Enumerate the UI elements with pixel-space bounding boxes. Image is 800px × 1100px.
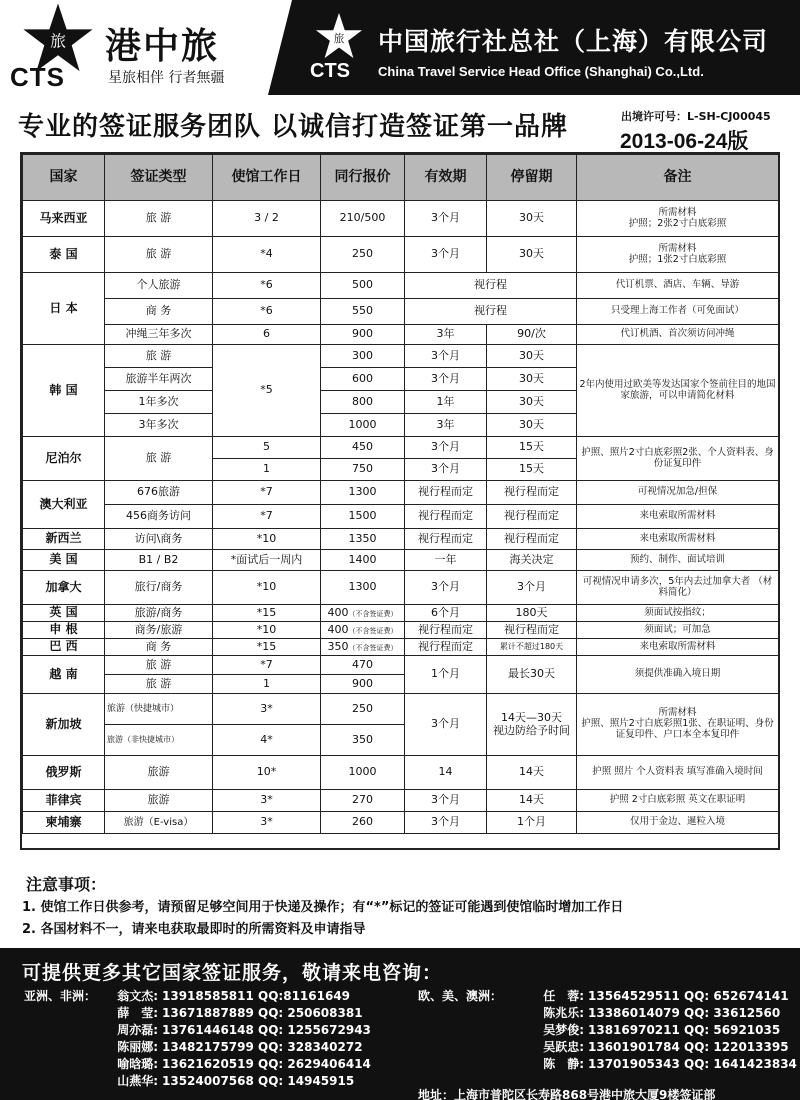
region-label: 欧、美、澳洲： (418, 989, 503, 1003)
contact-row (24, 1005, 371, 1022)
stay-cell: 视行程而定 (487, 481, 577, 505)
days-cell: *10 (213, 571, 321, 605)
cts-star-logo-white-icon (315, 12, 363, 60)
validity-cell: 一年 (405, 550, 487, 571)
stay-cell: 1个月 (487, 812, 577, 834)
country-cell: 马来西亚 (23, 201, 105, 237)
country-cell: 澳大利亚 (23, 481, 105, 529)
price-cell: 1400 (321, 550, 405, 571)
stay-cell: 海关决定 (487, 550, 577, 571)
validity-cell: 3个月 (405, 345, 487, 368)
stay-cell: 30天 (487, 414, 577, 437)
contact-row (24, 1056, 371, 1073)
country-cell: 越 南 (23, 656, 105, 694)
table-row (23, 571, 779, 605)
country-cell: 英 国 (23, 605, 105, 622)
note-item: 2. 各国材料不一，请来电获取最即时的所需资料及申请指导 (22, 922, 366, 937)
contact-row (418, 1056, 797, 1073)
price-note: （不含签证费） (348, 643, 398, 652)
price-cell: 750 (321, 459, 405, 481)
contact-info[interactable]: 13564529511 QQ: 652674141 (588, 989, 789, 1003)
footer-title: 可提供更多其它国家签证服务，敬请来电咨询： (22, 962, 443, 984)
days-cell: *5 (213, 345, 321, 437)
contact-info[interactable]: 13761446148 QQ: 1255672943 (162, 1023, 371, 1037)
stay-cell: 累计不超过180天 (487, 639, 577, 656)
validity-cell: 视行程而定 (405, 639, 487, 656)
contact-row (24, 1022, 371, 1039)
days-cell: 1 (213, 459, 321, 481)
visa-type-cell: 456商务访问 (105, 505, 213, 529)
country-cell: 尼泊尔 (23, 437, 105, 481)
table-row (23, 656, 779, 675)
table-row (23, 550, 779, 571)
remarks-cell: 来电索取所需材料 (577, 639, 779, 656)
remarks-cell: 所需材料 护照、照片2寸白底彩照1张、在职证明、身份证复印件、户口本全本复印件 (577, 694, 779, 756)
validity-cell: 14 (405, 756, 487, 790)
country-cell: 申 根 (23, 622, 105, 639)
notes-title: 注意事项： (26, 875, 107, 894)
price-cell (321, 622, 405, 639)
price-cell: 600 (321, 368, 405, 391)
visa-type-cell: 旅 游 (105, 345, 213, 368)
contact-name: 山燕华: (117, 1074, 158, 1088)
country-cell: 泰 国 (23, 237, 105, 273)
days-cell: *4 (213, 237, 321, 273)
country-cell: 日 本 (23, 273, 105, 345)
remarks-cell: 须面试按指纹； (577, 605, 779, 622)
remarks-cell: 须提供准确入境日期 (577, 656, 779, 694)
validity-cell: 1个月 (405, 656, 487, 694)
contact-row (24, 1039, 371, 1056)
contact-name: 陈丽娜: (117, 1040, 158, 1054)
europe-contacts (418, 988, 797, 1073)
visa-type-cell: 商务/旅游 (105, 622, 213, 639)
days-cell: 3* (213, 694, 321, 725)
table-row (23, 299, 779, 325)
days-cell: 3* (213, 790, 321, 812)
contact-row (418, 1005, 797, 1022)
contact-row (418, 988, 797, 1005)
contact-name: 喻晗璐: (117, 1057, 158, 1071)
visa-type-cell: 旅行/商务 (105, 571, 213, 605)
stay-cell: 14天—30天 视边防给予时间 (487, 694, 577, 756)
price-cell: 1500 (321, 505, 405, 529)
stay-cell: 视行程而定 (487, 505, 577, 529)
validity-cell: 3年 (405, 414, 487, 437)
remarks-cell: 仅用于金边、暹粒入境 (577, 812, 779, 834)
country-cell: 柬埔寨 (23, 812, 105, 834)
contact-row (24, 1073, 371, 1090)
price-value: 400 (327, 605, 349, 619)
table-row (23, 694, 779, 725)
contact-row (24, 988, 371, 1005)
contact-name: 翁文杰: (117, 989, 158, 1003)
header-remarks: 备注 (577, 155, 779, 201)
contact-name: 陈 静: (543, 1057, 584, 1071)
days-cell: *7 (213, 656, 321, 675)
remarks-cell: 代订机酒、首次须访问冲绳 (577, 325, 779, 345)
contact-name: 吴跃忠: (543, 1040, 584, 1054)
header-country: 国家 (23, 155, 105, 201)
days-cell: 5 (213, 437, 321, 459)
table-header-row (23, 155, 779, 201)
validity-cell: 1年 (405, 391, 487, 414)
country-cell: 新西兰 (23, 529, 105, 550)
contact-info[interactable]: 13816970211 QQ: 56921035 (588, 1023, 781, 1037)
stay-cell: 90/次 (487, 325, 577, 345)
stay-cell: 视行程而定 (487, 529, 577, 550)
validity-stay-cell: 视行程 (405, 273, 577, 299)
price-cell: 250 (321, 694, 405, 725)
table-row (23, 273, 779, 299)
office-address: 地址：上海市普陀区长寿路868号港中旅大厦9楼签证部 (418, 1088, 716, 1100)
days-cell: *7 (213, 505, 321, 529)
stay-cell: 15天 (487, 437, 577, 459)
visa-type-cell: 3年多次 (105, 414, 213, 437)
price-cell: 270 (321, 790, 405, 812)
days-cell: *10 (213, 622, 321, 639)
country-cell: 新加坡 (23, 694, 105, 756)
stay-cell: 30天 (487, 391, 577, 414)
visa-type-cell: 旅 游 (105, 675, 213, 694)
contact-name: 吴梦俊: (543, 1023, 584, 1037)
country-cell: 美 国 (23, 550, 105, 571)
table-row (23, 201, 779, 237)
visa-type-cell: B1 / B2 (105, 550, 213, 571)
brand-slogan: 星旅相伴 行者無疆 (108, 70, 225, 86)
price-note: （不含签证费） (348, 626, 398, 635)
price-cell: 800 (321, 391, 405, 414)
cts-logo-text: CTS (10, 62, 65, 92)
days-cell: 6 (213, 325, 321, 345)
table-row (23, 605, 779, 622)
remarks-cell: 可视情况申请多次，5年内去过加拿大者 （材料简化） (577, 571, 779, 605)
table-row (23, 345, 779, 368)
table-row (23, 622, 779, 639)
validity-stay-cell: 视行程 (405, 299, 577, 325)
country-cell: 加拿大 (23, 571, 105, 605)
logo-star-glyph-right: 旅 (333, 32, 345, 45)
visa-type-cell: 商 务 (105, 639, 213, 656)
validity-cell: 3个月 (405, 459, 487, 481)
validity-cell: 3年 (405, 325, 487, 345)
validity-cell: 视行程而定 (405, 481, 487, 505)
validity-cell: 3个月 (405, 571, 487, 605)
company-name-cn: 中国旅行社总社（上海）有限公司 (378, 27, 769, 56)
days-cell: *7 (213, 481, 321, 505)
contact-row (418, 1039, 797, 1056)
visa-type-cell: 旅游/商务 (105, 605, 213, 622)
remarks-cell: 来电索取所需材料 (577, 505, 779, 529)
table-row (23, 237, 779, 273)
visa-type-cell: 旅 游 (105, 656, 213, 675)
visa-type-cell: 旅游 (105, 756, 213, 790)
visa-type-cell: 旅 游 (105, 437, 213, 481)
remarks-cell: 只受理上海工作者（可免面试） (577, 299, 779, 325)
price-cell: 470 (321, 656, 405, 675)
remarks-cell: 所需材料 护照；2张2寸白底彩照 (577, 201, 779, 237)
region-label: 亚洲、非洲： (24, 989, 97, 1003)
days-cell: *10 (213, 529, 321, 550)
visa-type-cell: 商 务 (105, 299, 213, 325)
visa-type-cell: 个人旅游 (105, 273, 213, 299)
visa-type-cell: 676旅游 (105, 481, 213, 505)
visa-type-cell: 旅游半年两次 (105, 368, 213, 391)
price-cell: 550 (321, 299, 405, 325)
remarks-cell: 代订机票、酒店、车辆、导游 (577, 273, 779, 299)
days-cell: 3* (213, 812, 321, 834)
validity-cell: 视行程而定 (405, 622, 487, 639)
visa-type-cell: 旅游（E-visa） (105, 812, 213, 834)
validity-cell: 3个月 (405, 368, 487, 391)
price-cell: 260 (321, 812, 405, 834)
days-cell: *15 (213, 639, 321, 656)
validity-cell: 3个月 (405, 694, 487, 756)
price-cell: 1000 (321, 414, 405, 437)
validity-cell: 3个月 (405, 790, 487, 812)
visa-type-cell: 旅游（非快捷城市） (105, 725, 213, 756)
price-cell: 1300 (321, 571, 405, 605)
days-cell: *面试后一周内 (213, 550, 321, 571)
price-cell: 300 (321, 345, 405, 368)
country-cell: 韩 国 (23, 345, 105, 437)
days-cell: *6 (213, 299, 321, 325)
days-cell: 3 / 2 (213, 201, 321, 237)
stay-cell: 180天 (487, 605, 577, 622)
header-working-days: 使馆工作日 (213, 155, 321, 201)
stay-cell: 15天 (487, 459, 577, 481)
price-cell: 500 (321, 273, 405, 299)
stay-cell: 30天 (487, 201, 577, 237)
contact-info[interactable]: 13482175799 QQ: 328340272 (162, 1040, 363, 1054)
remarks-cell: 须面试；可加急 (577, 622, 779, 639)
stay-cell: 14天 (487, 756, 577, 790)
header-banner (0, 0, 800, 95)
stay-cell: 视行程而定 (487, 622, 577, 639)
contact-name: 任 蓉: (543, 989, 584, 1003)
validity-cell: 3个月 (405, 201, 487, 237)
stay-cell: 30天 (487, 368, 577, 391)
price-cell: 900 (321, 325, 405, 345)
visa-type-cell: 旅游（快捷城市） (105, 694, 213, 725)
price-cell: 900 (321, 675, 405, 694)
contact-info[interactable]: 13701905343 QQ: 1641423834 (588, 1057, 797, 1071)
price-cell: 1000 (321, 756, 405, 790)
country-cell: 俄罗斯 (23, 756, 105, 790)
logo-star-glyph: 旅 (50, 31, 66, 51)
price-value: 350 (327, 639, 349, 653)
price-cell: 250 (321, 237, 405, 273)
note-item: 1. 使馆工作日供参考，请预留足够空间用于快递及操作；有“*”标记的签证可能遇到使馆临时增加工作日 (22, 900, 624, 915)
validity-cell: 3个月 (405, 437, 487, 459)
table-row (23, 639, 779, 656)
cts-logo-text-right: CTS (310, 60, 350, 82)
remarks-cell: 护照、照片2寸白底彩照2张、个人资料表、身份证复印件 (577, 437, 779, 481)
days-cell: *6 (213, 273, 321, 299)
contact-info[interactable]: 13671887889 QQ: 250608381 (162, 1006, 363, 1020)
remarks-cell: 2年内使用过欧美等发达国家个签前往目的地国家旅游，可以申请简化材料 (577, 345, 779, 437)
contact-footer (0, 948, 800, 1100)
contact-info[interactable]: 13386014079 QQ: 33612560 (588, 1006, 781, 1020)
asia-contacts (24, 988, 371, 1090)
table-row (23, 481, 779, 505)
table-row (23, 756, 779, 790)
contact-info[interactable]: 13524007568 QQ: 14945915 (162, 1074, 355, 1088)
days-cell: 10* (213, 756, 321, 790)
days-cell: 1 (213, 675, 321, 694)
days-cell: 4* (213, 725, 321, 756)
visa-type-cell: 旅 游 (105, 237, 213, 273)
remarks-cell: 预约、制作、面试培训 (577, 550, 779, 571)
contact-info[interactable]: 13601901784 QQ: 122013395 (588, 1040, 789, 1054)
contact-name: 陈兆乐: (543, 1006, 584, 1020)
page-headline: 专业的签证服务团队 以诚信打造签证第一品牌 (18, 112, 569, 142)
visa-type-cell: 1年多次 (105, 391, 213, 414)
contact-info[interactable]: 13918585811 QQ:81161649 (162, 989, 351, 1003)
days-cell: *15 (213, 605, 321, 622)
price-cell (321, 639, 405, 656)
visa-type-cell: 旅 游 (105, 201, 213, 237)
table-row (23, 325, 779, 345)
license-number: 出境许可号：L-SH-CJ00045 (621, 110, 771, 123)
price-cell: 350 (321, 725, 405, 756)
table-row (23, 790, 779, 812)
remarks-cell: 所需材料 护照；1张2寸白底彩照 (577, 237, 779, 273)
header-stay: 停留期 (487, 155, 577, 201)
stay-cell: 3个月 (487, 571, 577, 605)
remarks-cell: 护照 照片 个人资料表 填写准确入境时间 (577, 756, 779, 790)
visa-type-cell: 访问\商务 (105, 529, 213, 550)
visa-type-cell: 旅游 (105, 790, 213, 812)
stay-cell: 最长30天 (487, 656, 577, 694)
company-name-en: China Travel Service Head Office (Shanghai) Co.,Ltd. (378, 64, 704, 79)
table-row (23, 529, 779, 550)
country-cell: 巴 西 (23, 639, 105, 656)
contact-name: 薛 莹: (117, 1006, 158, 1020)
table-row (23, 505, 779, 529)
price-cell: 450 (321, 437, 405, 459)
validity-cell: 3个月 (405, 237, 487, 273)
country-cell: 菲律宾 (23, 790, 105, 812)
validity-cell: 视行程而定 (405, 505, 487, 529)
stay-cell: 30天 (487, 345, 577, 368)
stay-cell: 14天 (487, 790, 577, 812)
remarks-cell: 来电索取所需材料 (577, 529, 779, 550)
stay-cell: 30天 (487, 237, 577, 273)
price-cell: 1300 (321, 481, 405, 505)
contact-name: 周亦磊: (117, 1023, 158, 1037)
table-row (23, 812, 779, 834)
contact-row (418, 1022, 797, 1039)
header-validity: 有效期 (405, 155, 487, 201)
price-value: 400 (327, 622, 349, 636)
edition-date: 2013-06-24版 (620, 130, 749, 153)
price-cell: 210/500 (321, 201, 405, 237)
visa-type-cell: 冲绳三年多次 (105, 325, 213, 345)
table-row (23, 437, 779, 459)
validity-cell: 3个月 (405, 812, 487, 834)
validity-cell: 视行程而定 (405, 529, 487, 550)
brand-name: 港中旅 (105, 26, 220, 67)
price-cell: 1350 (321, 529, 405, 550)
price-cell (321, 605, 405, 622)
header-visa-type: 签证类型 (105, 155, 213, 201)
contact-info[interactable]: 13621620519 QQ: 2629406414 (162, 1057, 371, 1071)
visa-price-table (22, 154, 779, 834)
remarks-cell: 护照 2寸白底彩照 英文在职证明 (577, 790, 779, 812)
validity-cell: 6个月 (405, 605, 487, 622)
price-note: （不含签证费） (348, 609, 398, 618)
header-price: 同行报价 (321, 155, 405, 201)
remarks-cell: 可视情况加急/担保 (577, 481, 779, 505)
